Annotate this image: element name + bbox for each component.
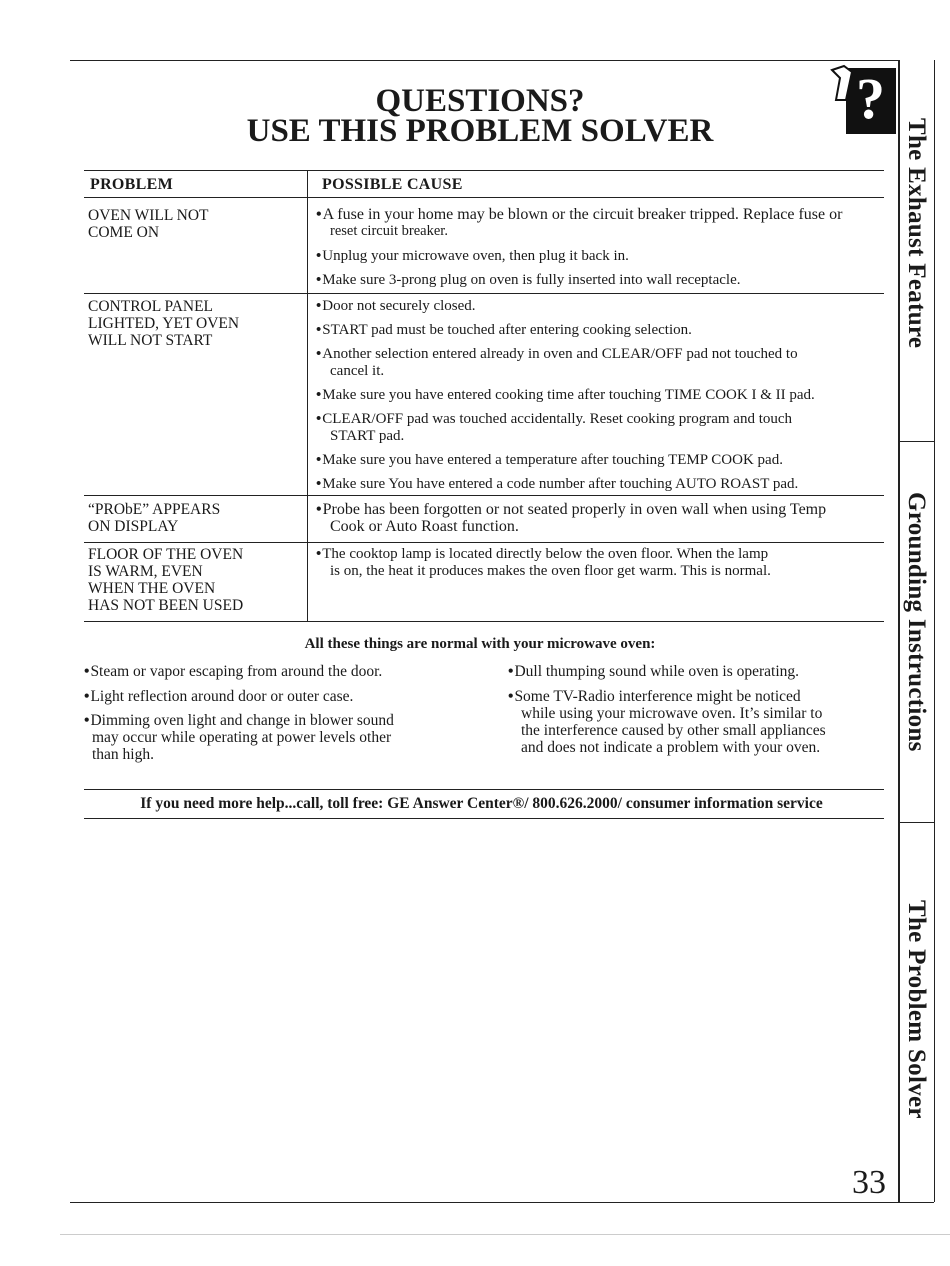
problem-line: FLOOR OF THE OVEN (88, 546, 244, 563)
problem-line: IS WARM, EVEN (88, 563, 203, 580)
cause-item: •The cooktop lamp is located directly below the oven floor. When the lamp is on, the heat it produces makes the oven floor get warm. This is normal. (316, 546, 876, 580)
page-number: 33 (852, 1164, 886, 1201)
footer-bottom-rule (84, 818, 884, 819)
tab-separator-2 (898, 822, 934, 823)
cause-text: The cooktop lamp is located directly below the oven floor. When the lamp (322, 546, 769, 562)
cause-text: Door not securely closed. (322, 298, 476, 314)
problem-cell (88, 546, 243, 614)
normal-item: •Light reflection around door or outer case. (84, 688, 354, 705)
cause-item: •Door not securely closed. (316, 298, 476, 314)
normal-text: and does not indicate a problem with your oven. (521, 739, 821, 756)
table-bottom-rule (84, 621, 884, 622)
normal-things-heading: All these things are normal with your microwave oven: (304, 636, 656, 652)
problem-cell (88, 298, 239, 349)
bottom-rule (70, 1202, 900, 1203)
top-rule (70, 60, 900, 61)
tab-grounding-instructions[interactable]: Grounding Instructions (903, 492, 930, 752)
page-title-line2: USE THIS PROBLEM SOLVER (246, 113, 714, 149)
cause-text: START pad. (330, 428, 405, 444)
help-line: If you need more help...call, toll free: GE Answer Center®/ 800.626.2000/ consumer information service (140, 795, 823, 812)
normal-item: •Dimming oven light and change in blower sound may occur while operating at power levels other than high. (84, 712, 394, 763)
cause-item: •Make sure 3-prong plug on oven is fully inserted into wall receptacle. (316, 272, 741, 288)
normal-text: Light reflection around door or outer case. (90, 688, 354, 705)
problem-line: WILL NOT START (88, 332, 213, 349)
cause-text: cancel it. (330, 363, 385, 379)
problem-column-header: PROBLEM (90, 176, 173, 193)
cause-text: Probe has been forgotten or not seated properly in oven wall when using Temp (322, 501, 827, 518)
cause-item: •Another selection entered already in oven and CLEAR/OFF pad not touched to cancel it. (316, 346, 876, 380)
cause-column-header: POSSIBLE CAUSE (322, 176, 463, 193)
row-divider-3 (84, 542, 884, 543)
cause-text: START pad must be touched after entering cooking selection. (322, 322, 692, 338)
cause-text: Make sure You have entered a code number after touching AUTO ROAST pad. (322, 476, 799, 492)
cause-item: •Make sure You have entered a code number after touching AUTO ROAST pad. (316, 476, 799, 492)
row-divider-2 (84, 495, 884, 496)
side-tab-border (898, 60, 900, 1202)
table-column-divider (307, 170, 308, 621)
cause-item: •START pad must be touched after entering cooking selection. (316, 322, 692, 338)
normal-text: while using your microwave oven. It’s similar to (521, 705, 823, 722)
problem-line: HAS NOT BEEN USED (88, 597, 244, 614)
normal-text: Dull thumping sound while oven is operating. (514, 663, 800, 680)
row-divider-1 (84, 293, 884, 294)
normal-item: •Dull thumping sound while oven is operating. (508, 663, 800, 680)
normal-text: Some TV-Radio interference might be noticed (514, 688, 801, 705)
normal-text: may occur while operating at power levels other (92, 729, 392, 746)
svg-text:?: ? (856, 66, 885, 131)
table-top-rule (84, 170, 884, 171)
problem-cell (88, 207, 209, 241)
footer-top-rule (84, 789, 884, 790)
normal-item: •Steam or vapor escaping from around the door. (84, 663, 383, 680)
cause-text: CLEAR/OFF pad was touched accidentally. Reset cooking program and touch (322, 411, 793, 427)
cause-text: Make sure you have entered a temperature after touching TEMP COOK pad. (322, 452, 783, 468)
normal-text: the interference caused by other small appliances (521, 722, 826, 739)
cause-text: A fuse in your home may be blown or the circuit breaker tripped. Replace fuse or (322, 206, 843, 223)
cause-item: •CLEAR/OFF pad was touched accidentally. Reset cooking program and touch START pad. (316, 411, 876, 445)
cause-item: •Make sure you have entered a temperature after touching TEMP COOK pad. (316, 452, 783, 468)
cause-item: •Unplug your microwave oven, then plug it back in. (316, 248, 629, 264)
normal-text: Steam or vapor escaping from around the door. (90, 663, 383, 680)
page-right-edge (934, 60, 935, 1202)
cause-text: reset circuit breaker. (330, 223, 448, 239)
problem-line: ON DISPLAY (88, 518, 179, 535)
problem-cell (88, 501, 220, 535)
normal-item: •Some TV-Radio interference might be noticed while using your microwave oven. It’s similar to the interference caused by other small appliances and does not indicate a problem with your oven. (508, 688, 826, 756)
table-header-rule (84, 197, 884, 198)
problem-line: LIGHTED, YET OVEN (88, 315, 240, 332)
tab-exhaust-feature[interactable]: The Exhaust Feature (903, 118, 930, 349)
problem-line: COME ON (88, 224, 160, 241)
cause-text: Cook or Auto Roast function. (330, 518, 519, 535)
cause-item: •A fuse in your home may be blown or the circuit breaker tripped. Replace fuse or reset circuit breaker. (316, 206, 876, 240)
cause-item: •Probe has been forgotten or not seated properly in oven wall when using Temp Cook or Auto Roast function. (316, 501, 876, 535)
normal-text: than high. (92, 746, 154, 763)
tab-problem-solver[interactable]: The Problem Solver (903, 900, 930, 1119)
problem-line: WHEN THE OVEN (88, 580, 216, 597)
problem-line: CONTROL PANEL (88, 298, 214, 315)
cause-text: is on, the heat it produces makes the oven floor get warm. This is normal. (330, 563, 771, 579)
scan-bottom-edge (60, 1234, 950, 1235)
cause-text: Another selection entered already in oven and CLEAR/OFF pad not touched to (322, 346, 798, 362)
cause-text: Make sure 3-prong plug on oven is fully inserted into wall receptacle. (322, 272, 741, 288)
cause-text: Unplug your microwave oven, then plug it back in. (322, 248, 629, 264)
cause-text: Make sure you have entered cooking time after touching TIME COOK I & II pad. (322, 387, 815, 403)
problem-line: OVEN WILL NOT (88, 207, 209, 224)
tab-separator-1 (898, 441, 934, 442)
normal-text: Dimming oven light and change in blower sound (90, 712, 394, 729)
page-title-line1: QUESTIONS? (375, 83, 585, 119)
tab-separator-3 (898, 1202, 934, 1203)
cause-item: •Make sure you have entered cooking time after touching TIME COOK I & II pad. (316, 387, 815, 403)
problem-line: “PRObE” APPEARS (88, 501, 221, 518)
